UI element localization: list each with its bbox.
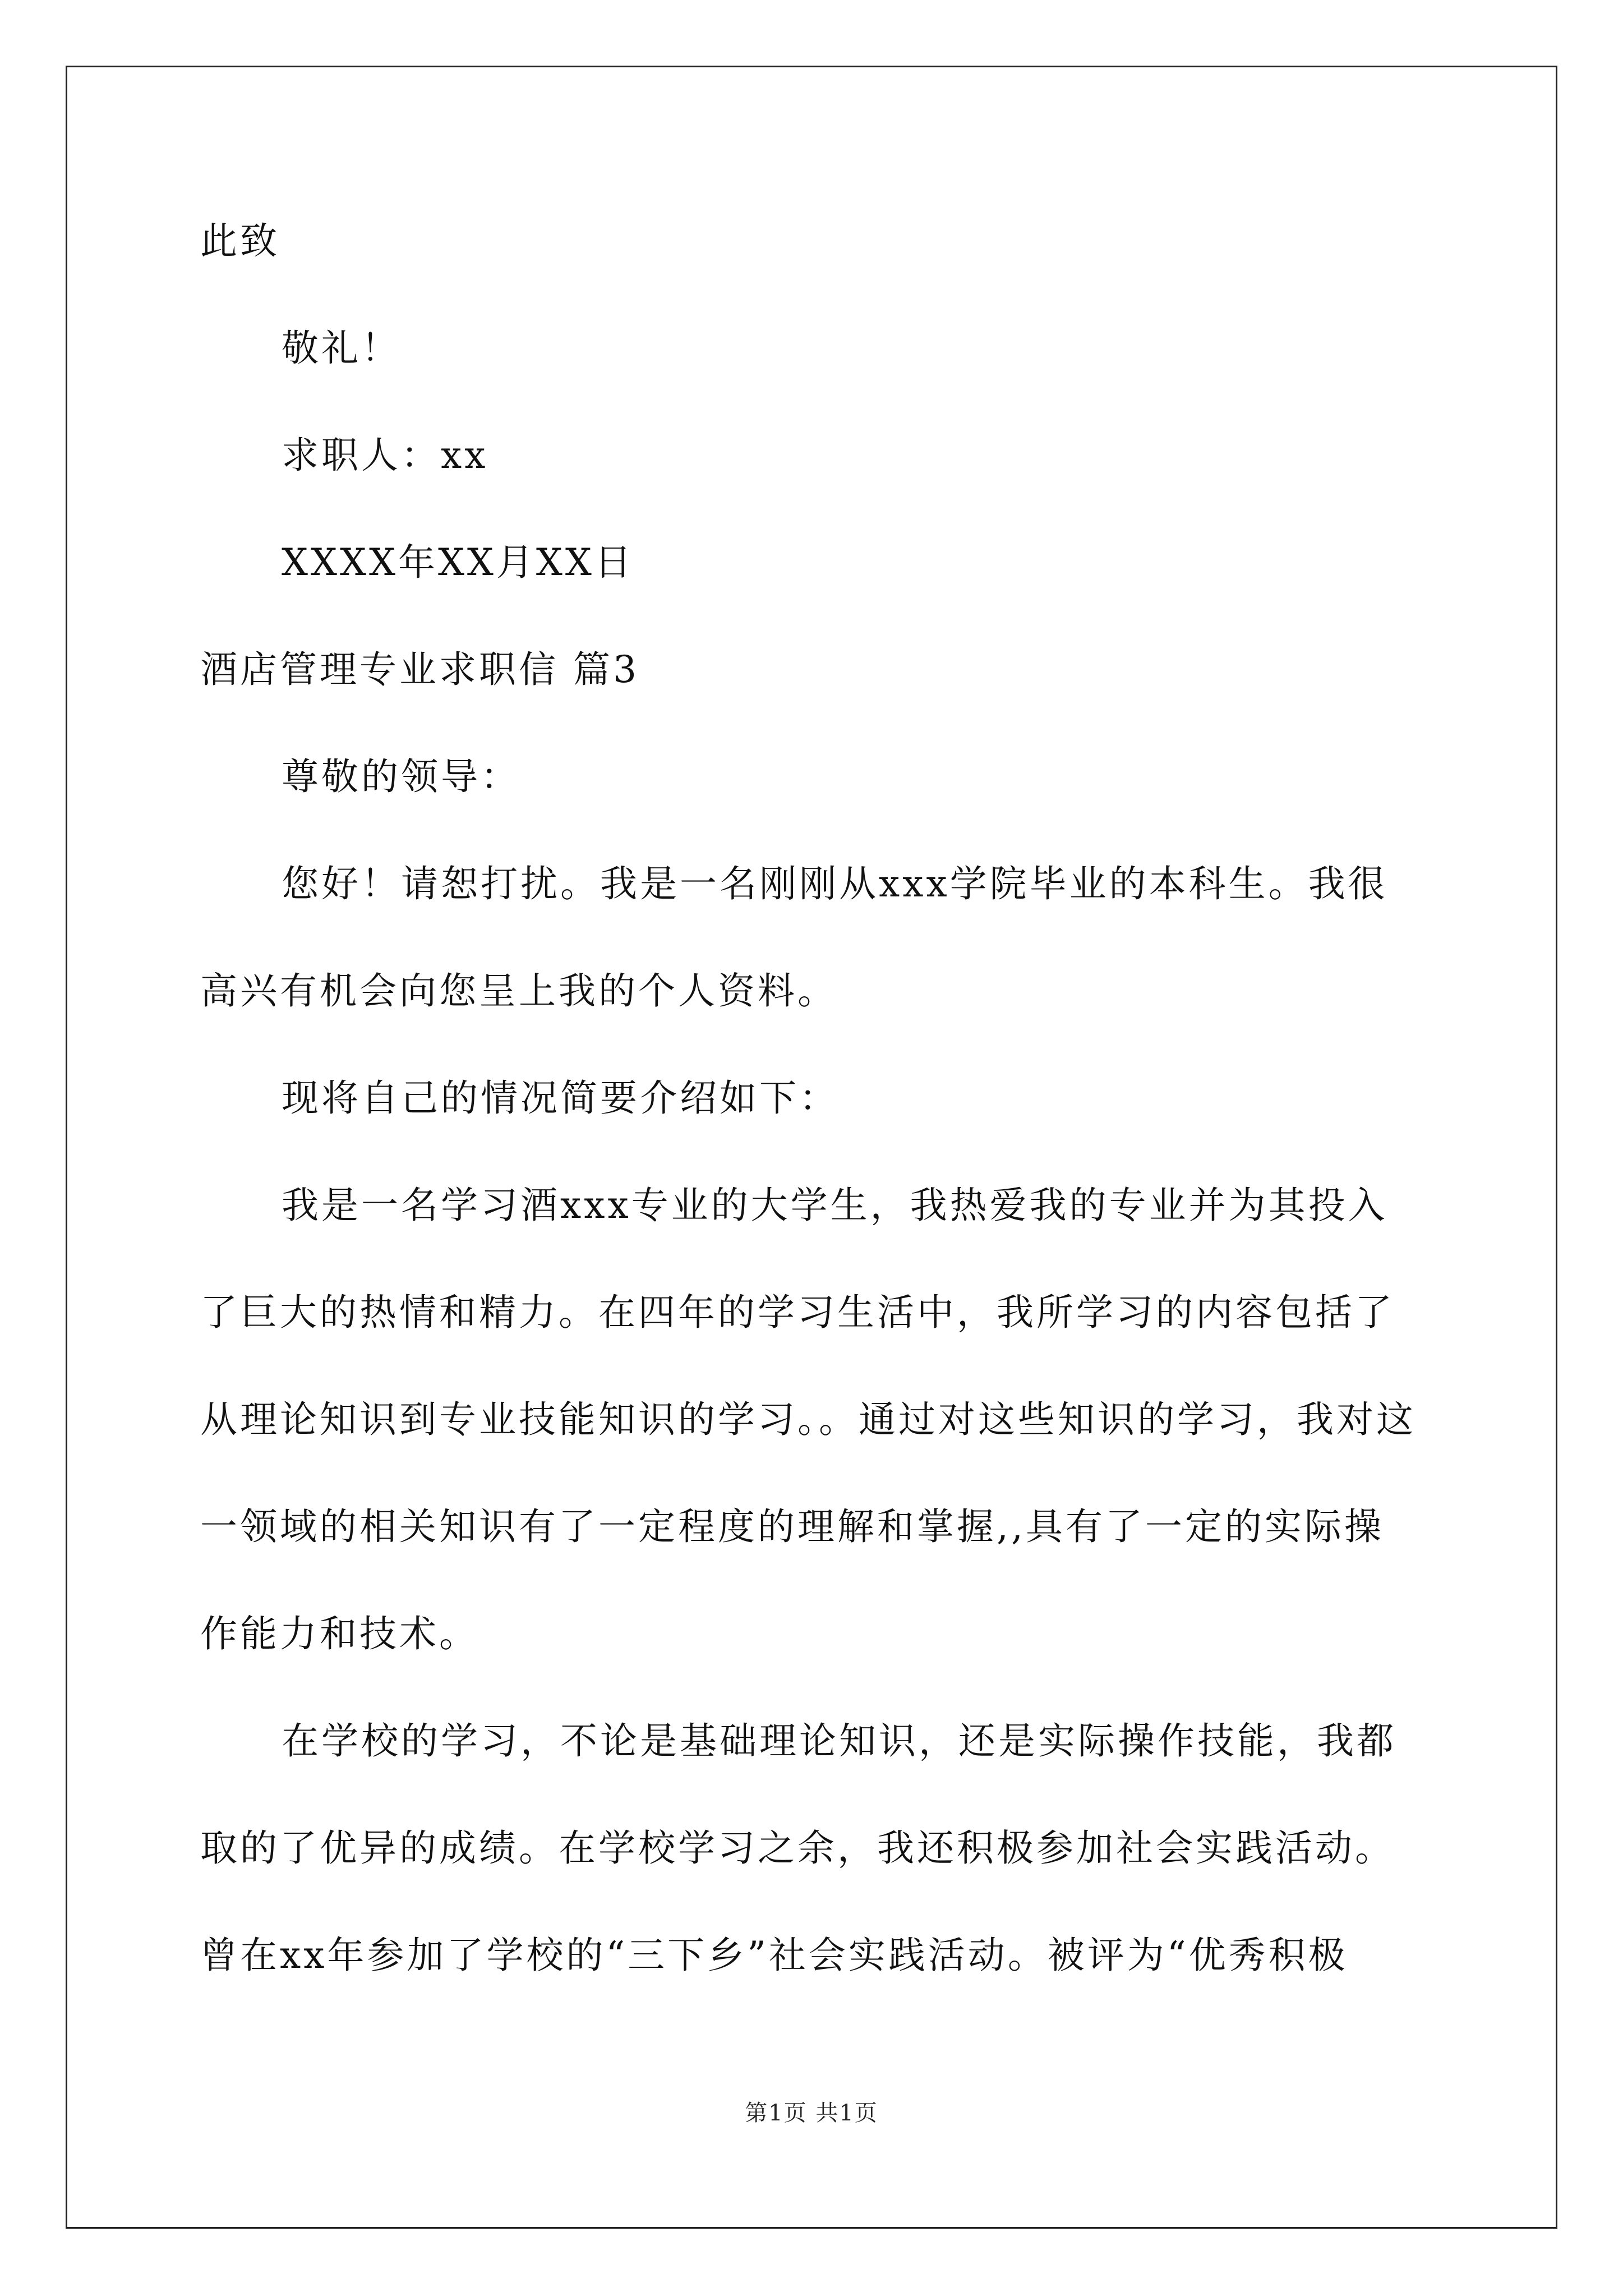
paragraph-line: 了巨大的热情和精力。在四年的学习生活中，我所学习的内容包括了 — [200, 1291, 1395, 1334]
page-footer: 第1页 共1页 — [745, 2100, 878, 2126]
letter-greeting: 尊敬的领导： — [282, 755, 520, 798]
paragraph-line: 作能力和技术。 — [200, 1612, 479, 1655]
closing-salutation: 此致 — [200, 219, 280, 263]
paragraph-line: 曾在xx年参加了学校的“三下乡”社会实践活动。被评为“优秀积极 — [200, 1934, 1348, 1977]
paragraph-line: 高兴有机会向您呈上我的个人资料。 — [200, 969, 837, 1013]
paragraph-line: 一领域的相关知识有了一定程度的理解和掌握,,具有了一定的实际操 — [200, 1505, 1384, 1548]
paragraph-line: 我是一名学习酒xxx专业的大学生，我热爱我的专业并为其投入 — [282, 1184, 1388, 1227]
paragraph-line: 从理论知识到专业技能知识的学习。。通过对这些知识的学习，我对这 — [200, 1398, 1416, 1441]
closing-regards: 敬礼！ — [282, 326, 401, 370]
section-title: 酒店管理专业求职信 篇3 — [200, 648, 639, 691]
page-border — [66, 66, 1557, 2229]
paragraph-line: 取的了优异的成绩。在学校学习之余，我还积极参加社会实践活动。 — [200, 1826, 1395, 1870]
paragraph-line: 您好！请恕打扰。我是一名刚刚从xxx学院毕业的本科生。我很 — [282, 862, 1388, 905]
paragraph-line: 在学校的学习，不论是基础理论知识，还是实际操作技能，我都 — [282, 1719, 1396, 1763]
letter-date: XXXX年XX月XX日 — [282, 541, 634, 584]
paragraph-line: 现将自己的情况简要介绍如下： — [282, 1076, 839, 1120]
applicant-signature: 求职人：xx — [282, 434, 488, 477]
